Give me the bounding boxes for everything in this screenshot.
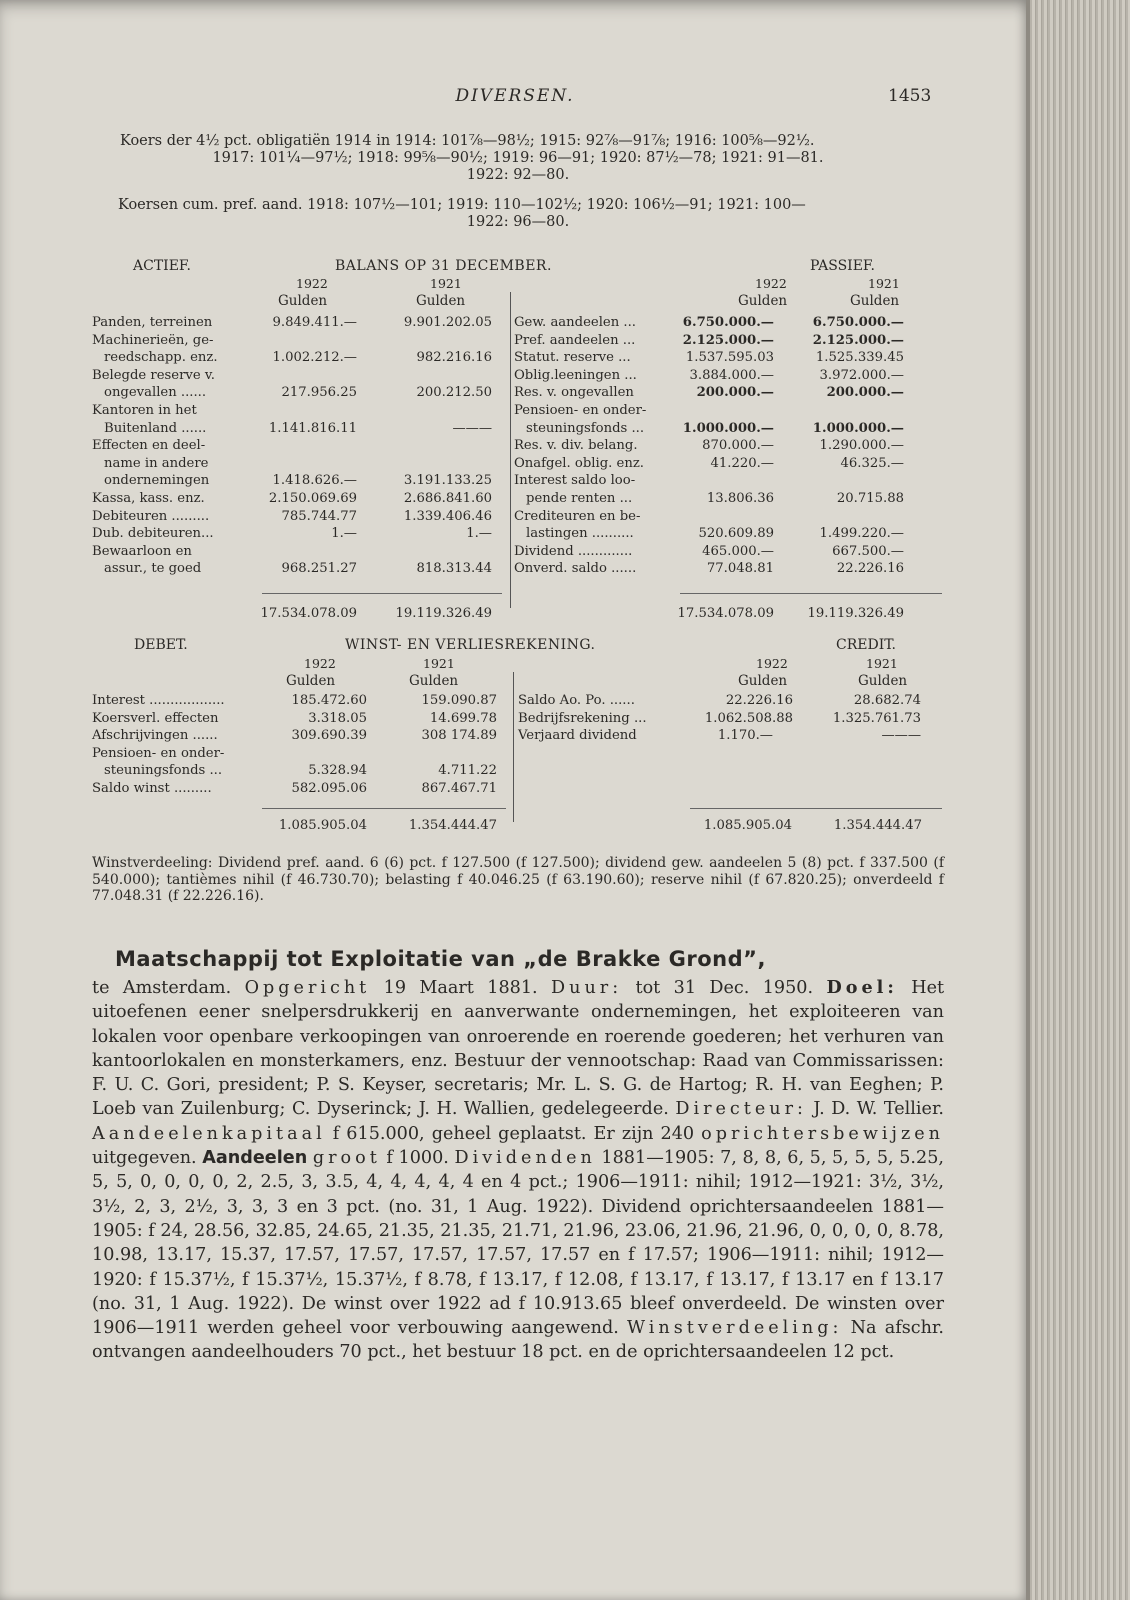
- koers-line-2: 1917: 101¼—97½; 1918: 99⅝—90½; 1919: 96—91; 1920: 87½—78; 1921: 91—81.: [212, 150, 824, 166]
- table-row: Dividend ............. 465.000.— 667.500.—: [514, 543, 904, 559]
- koers-line-3: 1922: 92—80.: [466, 167, 570, 183]
- table-row: Res. v. ongevallen 200.000.— 200.000.—: [514, 385, 904, 401]
- winst-debet-table: [92, 692, 512, 798]
- winst-totals: [92, 817, 944, 835]
- company-location: te Amsterdam.: [92, 978, 232, 998]
- balans-unit-1921-right: Gulden: [850, 293, 900, 309]
- winst-credit-label: CREDIT.: [836, 637, 896, 653]
- table-row: Bewaarloon en: [92, 543, 192, 559]
- table-row: pende renten ... 13.806.36 20.715.88: [526, 490, 904, 506]
- doel-label: Doel:: [826, 977, 898, 998]
- table-row: 17.534.078.09 19.119.326.49 17.534.078.09 19.119.326.49: [260, 606, 904, 621]
- kapitaal-label: Aandeelenkapitaal: [92, 1123, 326, 1144]
- table-row: 1.085.905.04 1.354.444.47 1.085.905.04 1.354.444.47: [278, 818, 922, 833]
- opgericht-value: 19 Maart 1881.: [383, 978, 538, 998]
- table-row: Dub. debiteuren... 1.— 1.—: [92, 526, 492, 542]
- winst-unit-1921-left: Gulden: [409, 673, 459, 689]
- winst-total-rule-left: [262, 808, 506, 809]
- balans-year-1921-left: 1921: [430, 276, 462, 291]
- koers-line-1: Koers der 4½ pct. obligatiën 1914 in 1914: 101⅞—98½; 1915: 92⅞—91⅞; 1916: 100⅝—92½.: [120, 133, 815, 149]
- balans-title: BALANS OP 31 DECEMBER.: [335, 258, 552, 274]
- company-description: [92, 976, 944, 1365]
- duur-value: tot 31 Dec. 1950.: [635, 978, 814, 998]
- winst-credit-table: [518, 692, 944, 745]
- winst-year-1921-right: 1921: [866, 656, 898, 671]
- directeur-label: Directeur:: [675, 1099, 807, 1120]
- doel-value: Het uitoefenen eener snelpersdrukkerij en aanverwante ondernemingen, het exploiteeren van lokalen voor openbare verkoopingen van onroerende en roerende goederen; het verhuren van kantoorlokalen en monsterkamers, enz. Bestuur der vennootschap: Raad van Commissarissen: F. U. C. Gori, president; P. S. Keyser, secretaris; Mr. L. S. G. de Hartog; R. H. van Eeghen; P. Loeb van Zuilenburg; C. Dyserinck; J. H. Wallien, gedelegeerde.: [92, 978, 945, 1120]
- balans-year-1922-left: 1922: [296, 276, 328, 291]
- table-row: Kassa, kass. enz. 2.150.069.69 2.686.841.60: [92, 490, 492, 506]
- table-row: Saldo Ao. Po. ...... 22.226.16 28.682.74: [518, 693, 921, 708]
- table-row: assur., te goed 968.251.27 818.313.44: [104, 561, 492, 577]
- dividenden-label: Dividenden: [454, 1148, 596, 1169]
- table-row: Debiteuren ......... 785.744.77 1.339.406.46: [92, 508, 492, 524]
- table-row: steuningsfonds ... 5.328.94 4.711.22: [104, 763, 497, 779]
- table-row: Saldo winst ......... 582.095.06 867.467.71: [92, 780, 497, 796]
- balans-total-rule-left: [262, 593, 502, 594]
- table-row: Koersverl. effecten 3.318.05 14.699.78: [92, 710, 497, 726]
- table-row: Statut. reserve ... 1.537.595.03 1.525.339.45: [514, 350, 904, 366]
- duur-label: Duur:: [551, 978, 623, 998]
- balans-totals: [92, 605, 944, 623]
- balans-actief-label: ACTIEF.: [133, 258, 191, 274]
- oprichters-value: uitgegeven.: [92, 1148, 197, 1169]
- winst-divider: [513, 672, 514, 822]
- balans-unit-1922-left: Gulden: [278, 293, 328, 309]
- winst-debet-label: DEBET.: [134, 637, 188, 653]
- table-row: Gew. aandeelen ... 6.750.000.— 6.750.000.—: [514, 315, 904, 330]
- winst-year-1921-left: 1921: [423, 656, 455, 671]
- table-row: Interest saldo loo-: [514, 473, 636, 489]
- table-row: name in andere: [104, 455, 209, 471]
- table-row: Onverd. saldo ...... 77.048.81 22.226.16: [514, 561, 904, 577]
- balans-unit-1922-right: Gulden: [738, 293, 788, 309]
- balans-year-1922-right: 1922: [755, 276, 787, 291]
- koers-line-4: Koersen cum. pref. aand. 1918: 107½—101; 1919: 110—102½; 1920: 106½—91; 1921: 100—: [118, 197, 806, 213]
- table-row: Pensioen- en onder-: [514, 402, 647, 418]
- running-header-title: DIVERSEN.: [455, 86, 575, 106]
- table-row: Verjaard dividend 1.170.— ———: [518, 728, 921, 744]
- table-row: Afschrijvingen ...... 309.690.39 308 174.89: [92, 728, 497, 744]
- table-row: Interest .................. 185.472.60 159.090.87: [92, 693, 497, 708]
- table-row: steuningsfonds ... 1.000.000.— 1.000.000.—: [526, 420, 904, 436]
- groot-value: f 1000.: [386, 1148, 449, 1169]
- table-row: reedschapp. enz. 1.002.212.— 982.216.16: [104, 350, 492, 366]
- table-row: Kantoren in het: [92, 402, 197, 418]
- book-page-edges: [1030, 0, 1130, 1600]
- table-row: Panden, terreinen 9.849.411.— 9.901.202.05: [92, 315, 492, 330]
- table-row: Oblig.leeningen ... 3.884.000.— 3.972.000.—: [514, 367, 904, 383]
- winstverdeeling-value: Na afschr. ontvangen aandeelhouders 70 pct., het bestuur 18 pct. en de oprichtersaandeelen 12 pct.: [92, 1318, 945, 1363]
- table-row: Effecten en deel-: [92, 438, 206, 454]
- winst-year-1922-right: 1922: [756, 656, 788, 671]
- winst-unit-1921-right: Gulden: [858, 673, 908, 689]
- winst-unit-1922-right: Gulden: [738, 673, 788, 689]
- groot-label: groot: [312, 1148, 381, 1169]
- oprichters-label: oprichtersbewijzen: [701, 1123, 944, 1144]
- balans-unit-1921-left: Gulden: [416, 293, 466, 309]
- balans-divider: [510, 292, 511, 608]
- table-row: Machinerieën, ge-: [92, 332, 214, 348]
- page-number: 1453: [888, 86, 932, 106]
- winstverdeeling-note: Winstverdeeling: Dividend pref. aand. 6 (6) pct. f 127.500 (f 127.500); dividend gew. aandeelen 5 (8) pct. f 337.500 (f 540.000); tantièmes nihil (f 46.730.70); belasting f 40.046.25 (f 63.190.60); reserve nihil (f 67.820.25); onverdeeld f 77.048.31 (f 22.226.16).: [92, 855, 944, 904]
- winst-unit-1922-left: Gulden: [286, 673, 336, 689]
- table-row: ondernemingen 1.418.626.— 3.191.133.25: [104, 473, 492, 489]
- table-row: Res. v. div. belang. 870.000.— 1.290.000.—: [514, 438, 904, 454]
- table-row: lastingen .......... 520.609.89 1.499.220.—: [526, 526, 904, 542]
- table-row: Buitenland ...... 1.141.816.11 ———: [104, 420, 492, 436]
- table-row: Onafgel. oblig. enz. 41.220.— 46.325.—: [514, 455, 904, 471]
- winstverdeeling-label: Winstverdeeling:: [627, 1318, 843, 1339]
- table-row: Crediteuren en be-: [514, 508, 641, 524]
- company-title: Maatschappij tot Exploitatie van „de Brakke Grond”,: [115, 947, 766, 971]
- table-row: Pref. aandeelen ... 2.125.000.— 2.125.000.—: [514, 332, 904, 348]
- balans-year-1921-right: 1921: [868, 276, 900, 291]
- winst-total-rule-right: [690, 808, 942, 809]
- balans-actief-table: [92, 314, 510, 578]
- table-row: Bedrijfsrekening ... 1.062.508.88 1.325.761.73: [518, 710, 921, 726]
- winst-title: WINST- EN VERLIESREKENING.: [345, 637, 596, 653]
- table-row: Pensioen- en onder-: [92, 745, 225, 761]
- opgericht-label: Opgericht: [244, 978, 371, 998]
- kapitaal-value: f 615.000, geheel geplaatst. Er zijn 240: [332, 1123, 695, 1144]
- winst-year-1922-left: 1922: [304, 656, 336, 671]
- table-row: Belegde reserve v.: [92, 367, 215, 383]
- dividenden-value: 1881—1905: 7, 8, 8, 6, 5, 5, 5, 5, 5.25, 5, 5, 0, 0, 0, 0, 2, 2.5, 3, 3.5, 4, 4, 4, 4, 4 en 4 pct.; 1906—1911: nihil; 1912—1921: 3½, 3½, 3½, 2, 3, 2½, 3, 3, 3 en 3 pct. (no. 31, 1 Aug. 1922). Dividend oprichtersaandeelen 1881—1905: f 24, 28.56, 32.85, 24.65, 21.35, 21.35, 21.71, 21.96, 23.06, 21.96, 21.96, 0, 0, 0, 0, 8.78, 10.98, 13.17, 15.37, 17.57, 17.57, 17.57, 17.57, 17.57 en f 17.57; 1906—1911: nihil; 1912—1920: f 15.37½, f 15.37½, 15.37½, f 8.78, f 13.17, f 12.08, f 13.17, f 13.17, f 13.17 en f 13.17 (no. 31, 1 Aug. 1922). De winst over 1922 ad f 10.913.65 bleef onverdeeld. De winsten over 1906—1911 werden geheel voor verbouwing aangewend.: [92, 1148, 945, 1339]
- aandeelen-label: Aandeelen: [202, 1148, 308, 1169]
- balans-total-rule-right: [680, 593, 942, 594]
- balans-passief-table: [514, 314, 944, 578]
- balans-passief-label: PASSIEF.: [810, 258, 875, 274]
- directeur-value: J. D. W. Tellier.: [813, 1099, 945, 1120]
- table-row: ongevallen ...... 217.956.25 200.212.50: [104, 385, 492, 401]
- koers-line-5: 1922: 96—80.: [466, 214, 570, 230]
